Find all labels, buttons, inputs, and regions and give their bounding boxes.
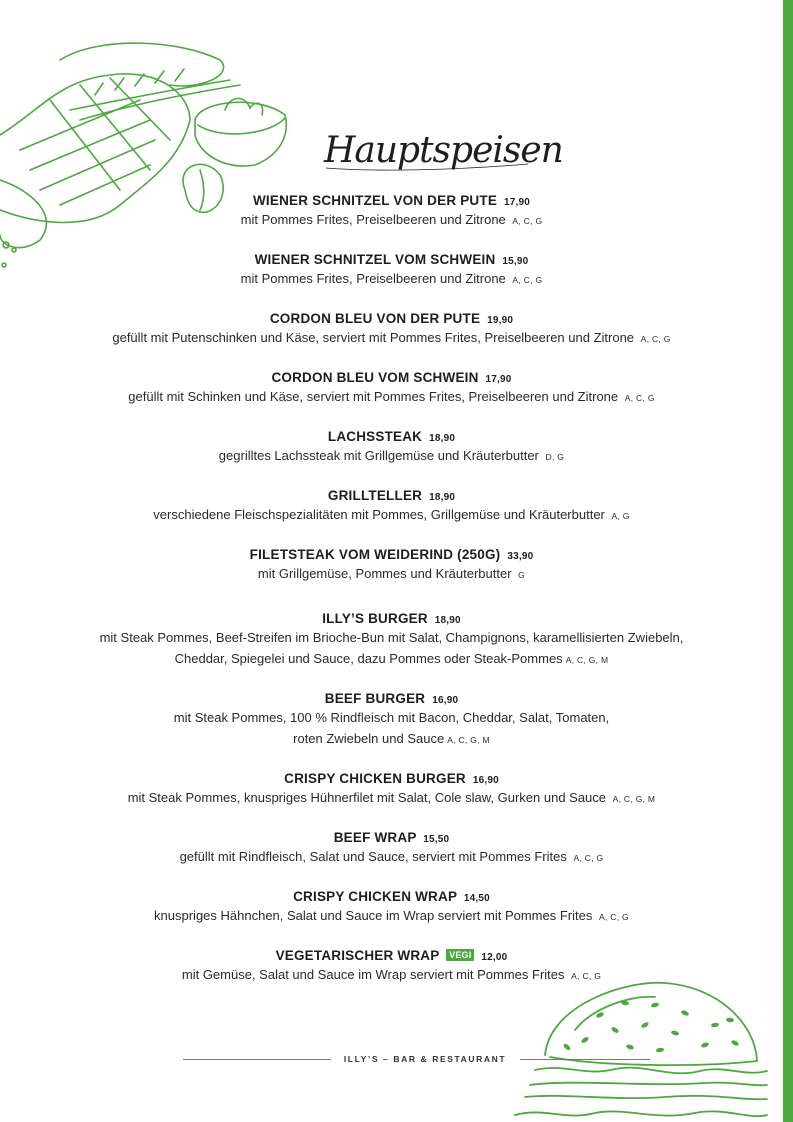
item-allergens: A, G [611, 511, 630, 521]
item-name: BEEF WRAP [333, 830, 417, 845]
item-description-line: mit Steak Pommes, knuspriges Hühnerfilet mit Salat, Cole slaw, Gurken und Sauce [127, 790, 607, 805]
item-description [0, 504, 783, 527]
menu-item [0, 771, 783, 810]
footer-restaurant-name: ILLY’S – BAR & RESTAURANT [343, 1054, 507, 1064]
item-description-line: mit Grillgemüse, Pommes und Kräuterbutter [257, 566, 512, 581]
item-description-line: gefüllt mit Schinken und Käse, serviert mit Pommes Frites, Preiselbeeren und Zitrone [128, 389, 619, 404]
item-title [0, 889, 783, 905]
item-description [0, 327, 783, 350]
item-name: WIENER SCHNITZEL VOM SCHWEIN [254, 252, 496, 267]
item-description-line: mit Steak Pommes, 100 % Rindfleisch mit Bacon, Cheddar, Salat, Tomaten, [173, 710, 610, 725]
item-allergens: A, C, G [598, 912, 629, 922]
item-price: 15,50 [423, 834, 450, 845]
menu-list [0, 193, 783, 987]
menu-item [0, 691, 783, 751]
footer-divider [520, 1059, 650, 1060]
item-allergens: A, C, G [624, 393, 655, 403]
item-description-line: mit Steak Pommes, Beef-Streifen im Brioche-Bun mit Salat, Champignons, karamellisierten Zwiebeln, [99, 630, 684, 645]
item-title [0, 193, 783, 209]
item-price: 17,90 [504, 197, 531, 208]
item-description-line: knuspriges Hähnchen, Salat und Sauce im Wrap serviert mit Pommes Frites [154, 908, 593, 923]
item-description-line: gefüllt mit Putenschinken und Käse, serviert mit Pommes Frites, Preiselbeeren und Zitrone [112, 330, 635, 345]
item-description [0, 563, 783, 586]
item-description-line: gegrilltes Lachssteak mit Grillgemüse und Kräuterbutter [218, 448, 539, 463]
item-title [0, 948, 783, 964]
item-title [0, 252, 783, 268]
item-allergens: A, C, G [573, 853, 604, 863]
item-description [0, 386, 783, 409]
item-allergens: A, C, G [512, 275, 543, 285]
item-allergens: A, C, G, M [447, 735, 490, 745]
item-description [0, 905, 783, 928]
item-title [0, 488, 783, 504]
item-title [0, 691, 783, 707]
item-description [0, 707, 783, 751]
footer-divider [183, 1059, 331, 1060]
item-description-line: mit Pommes Frites, Preiselbeeren und Zitrone [240, 271, 506, 286]
menu-item [0, 193, 783, 232]
item-allergens: A, C, G, M [565, 655, 609, 665]
footer [0, 1052, 783, 1068]
item-description [0, 787, 783, 810]
vegi-badge: VEGI [446, 949, 474, 961]
item-description [0, 445, 783, 468]
item-description-line: verschiedene Fleischspezialitäten mit Pommes, Grillgemüse und Kräuterbutter [153, 507, 605, 522]
item-price: 17,90 [485, 374, 512, 385]
item-allergens: A, C, G [571, 971, 602, 981]
menu-item [0, 252, 783, 291]
menu-item [0, 611, 783, 671]
menu-item [0, 488, 783, 527]
menu-item [0, 429, 783, 468]
item-price: 33,90 [507, 551, 534, 562]
accent-side-bar [783, 0, 793, 1122]
item-description [0, 846, 783, 869]
item-price: 16,90 [472, 775, 499, 786]
item-description-line: Cheddar, Spiegelei und Sauce, dazu Pommes oder Steak-Pommes [174, 651, 563, 666]
item-name: ILLY’S BURGER [322, 611, 428, 626]
item-description-line: roten Zwiebeln und Sauce [293, 731, 445, 746]
svg-text:Hauptspeisen: Hauptspeisen [324, 130, 563, 171]
item-name: WIENER SCHNITZEL VON DER PUTE [252, 193, 498, 208]
item-allergens: G [518, 570, 526, 580]
item-description-line: mit Gemüse, Salat und Sauce im Wrap serviert mit Pommes Frites [181, 967, 565, 982]
item-name: CORDON BLEU VON DER PUTE [269, 311, 481, 326]
item-description [0, 268, 783, 291]
item-title [0, 370, 783, 386]
item-title [0, 429, 783, 445]
item-price: 18,90 [434, 615, 461, 626]
menu-item [0, 547, 783, 586]
item-title [0, 311, 783, 327]
item-description-line: gefüllt mit Rindfleisch, Salat und Sauce, serviert mit Pommes Frites [179, 849, 567, 864]
menu-item [0, 889, 783, 928]
item-title [0, 771, 783, 787]
menu-item [0, 370, 783, 409]
item-name: GRILLTELLER [327, 488, 423, 503]
item-price: 16,90 [432, 695, 459, 706]
item-allergens: A, C, G, M [612, 794, 656, 804]
item-price: 18,90 [429, 492, 456, 503]
item-name: FILETSTEAK VOM WEIDERIND (250G) [249, 547, 501, 562]
item-name: VEGETARISCHER WRAP [275, 948, 440, 963]
item-price: 14,50 [463, 893, 490, 904]
item-name: CORDON BLEU VOM SCHWEIN [271, 370, 479, 385]
item-title [0, 611, 783, 627]
item-name: BEEF BURGER [324, 691, 426, 706]
menu-item [0, 311, 783, 350]
item-price: 12,00 [481, 952, 508, 963]
item-price: 15,90 [502, 256, 529, 267]
menu-item [0, 830, 783, 869]
item-name: CRISPY CHICKEN BURGER [284, 771, 466, 786]
item-name: CRISPY CHICKEN WRAP [293, 889, 457, 904]
item-title [0, 830, 783, 846]
item-name: LACHSSTEAK [327, 429, 423, 444]
page-heading [318, 120, 563, 178]
item-title [0, 547, 783, 563]
item-allergens: A, C, G [512, 216, 543, 226]
item-price: 18,90 [429, 433, 456, 444]
item-allergens: A, C, G [640, 334, 671, 344]
burger-illustration [505, 975, 770, 1122]
item-allergens: D, G [545, 452, 565, 462]
item-description-line: mit Pommes Frites, Preiselbeeren und Zitrone [240, 212, 506, 227]
item-description [0, 627, 783, 671]
item-description [0, 209, 783, 232]
item-price: 19,90 [487, 315, 514, 326]
